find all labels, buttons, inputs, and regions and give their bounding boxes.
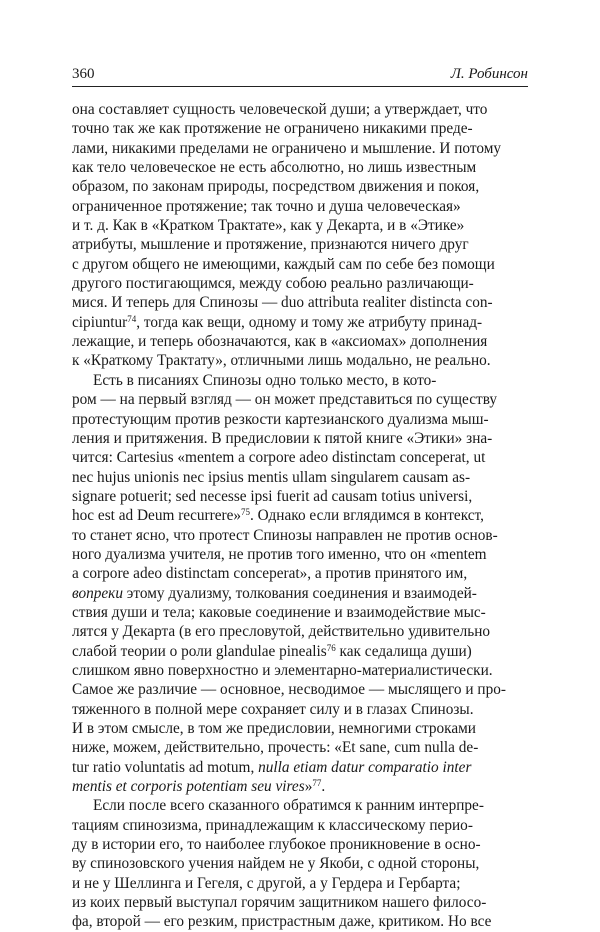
text-run: .	[321, 778, 326, 796]
page-header	[72, 62, 528, 87]
paragraph-1	[72, 100, 528, 371]
paragraph-2	[72, 371, 528, 797]
text-run: . Однако если вглядимся в контекст, то станет ясно, что протест Спинозы направлен не против основ- ного дуализма учителя, не против того именно, что он «mentem a corpore adeo distinctam conceperat», а против принятого им,	[72, 507, 498, 583]
emphasis: nulla etiam datur comparatio inter mentis et corporis potentiam seu vires	[72, 758, 472, 796]
text-run: Если после всего сказанного обратимся к ранним интерпре- тациям спинозизма, принадлежащим к классическому перио- ду в истории его, то наиболее глубокое проникновение в осно- ву спинозовского учения найдем не у Якоби, с одной стороны, и не у Шеллинга и Гегеля, с другой, а у Гердера и Гербарта; из коих первый выступал горячим защитником нашего филосо- фа, второй — его резким, пристрастным даже, критиком. Но все	[72, 797, 492, 931]
page-number: 360	[72, 66, 95, 82]
emphasis: вопреки	[72, 584, 123, 602]
footnote-ref-74[interactable]: 74	[127, 313, 137, 324]
text-run: она составляет сущность человеческой души; а утверждает, что точно так же как протяжение не ограничено никакими преде- лами, никакими пределами не ограничено и мышление. И потому как тело человеческое не есть абсолютно, но лишь известным образом, по законам природы, посредством движения и покоя, ограниченное протяжение; так точно и душа человеческая» и т. д. Как в «Кратком Трактате», как у Декарта, и в «Этике» атрибуты, мышление и протяжение, признаются ничего друг с другом общего не имеющими, каждый сам по себе без помощи другого постигающимся, между собою реально различающи- мися. И теперь для Спинозы — duo attributa realiter distincta con- cipiuntur	[72, 101, 502, 331]
paragraph-3	[72, 796, 528, 931]
text-run: Есть в писаниях Спинозы одно только место, в кото- ром — на первый взгляд — он может представиться по существу протестующим против резкости картезианского дуализма мыш- ления и притяжения. В предисловии к пятой книге «Этики» зна- чится: Cartesius «mentem a corpore adeo distinctam conceperat, ut nec hujus unionis nec ipsius mentis ullam singularem causam as- signare potuerit; sed necesse ipsi fuerit ad causam totius universi, hoc est ad Deum recurrere»	[72, 371, 498, 525]
running-head-author: Л. Робинсон	[450, 66, 528, 82]
footnote-ref-77[interactable]: 77	[312, 778, 322, 789]
footnote-ref-75[interactable]: 75	[241, 507, 251, 518]
footnote-ref-76[interactable]: 76	[326, 642, 336, 653]
body-text	[72, 100, 528, 932]
text-run: этому дуализму, толкования соединения и взаимодей- ствия души и тела; каковые соединение и взаимодействие мыс- лятся у Декарта (в его пресловутой, действительно удивительно слабой теории о роли glandulae pinealis	[72, 584, 491, 660]
text-run: »	[304, 778, 313, 796]
text-run: , тогда как вещи, одному и тому же атрибуту принад- лежащие, и теперь обозначаются, как в «аксиомах» дополнения к «Краткому Трактату», отличными лишь модально, не реально.	[72, 313, 491, 370]
text-run: как седалища души) слишком явно поверхностно и элементарно-материалистически. Самое же различие — основное, несводимое — мыслящего и про- тяженного в полной мере сохраняет силу и в глазах Спинозы. И в этом смысле, в том же предисловии, немногими строками ниже, можем, действительно, прочесть: «Et sane, cum nulla de- tur ratio voluntatis ad motum,	[72, 642, 506, 776]
